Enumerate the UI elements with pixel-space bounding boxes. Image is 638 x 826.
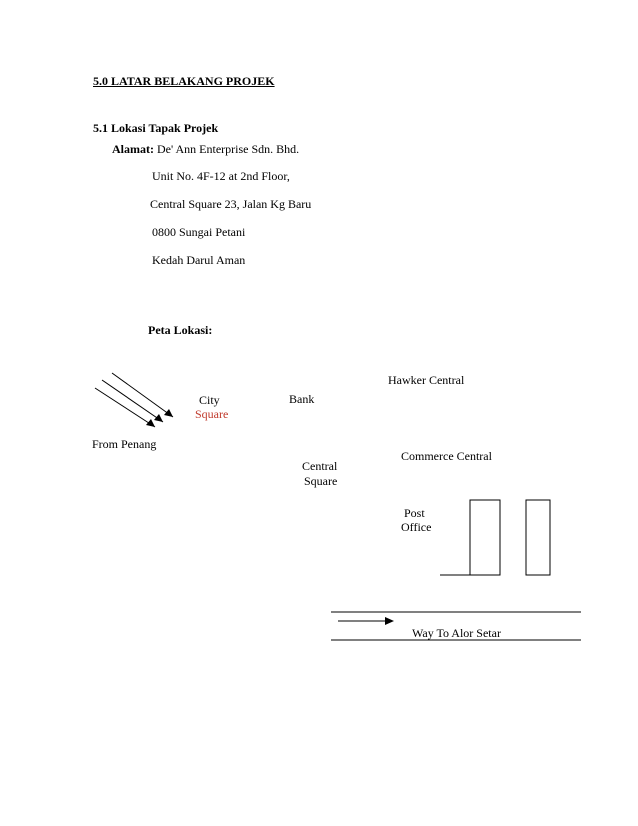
address-line-4: 0800 Sungai Petani: [152, 225, 246, 239]
road-arrowhead-1: [164, 409, 173, 417]
label-post: Post: [404, 506, 425, 520]
address-line-3: Central Square 23, Jalan Kg Baru: [150, 197, 312, 211]
road-line-3: [95, 388, 155, 427]
direction-arrowhead: [385, 617, 394, 625]
label-bank: Bank: [289, 392, 315, 406]
address-company: De' Ann Enterprise Sdn. Bhd.: [157, 142, 300, 156]
address-line-5: Kedah Darul Aman: [152, 253, 246, 267]
label-central-square: Square: [304, 474, 338, 488]
label-city-square: Square: [195, 407, 229, 421]
building-1: [470, 500, 500, 575]
label-way-to-alor-setar: Way To Alor Setar: [412, 626, 501, 640]
label-city: City: [199, 393, 220, 407]
address-line-2: Unit No. 4F-12 at 2nd Floor,: [152, 169, 290, 183]
label-hawker-central: Hawker Central: [388, 373, 465, 387]
label-from-penang: From Penang: [92, 437, 157, 451]
label-central: Central: [302, 459, 338, 473]
building-2: [526, 500, 550, 575]
section-title: 5.1 Lokasi Tapak Projek: [93, 121, 219, 135]
road-line-2: [102, 380, 163, 422]
map-title: Peta Lokasi:: [148, 323, 213, 337]
road-arrowhead-3: [146, 419, 155, 427]
road-line-1: [112, 373, 173, 417]
road-arrowhead-2: [154, 414, 163, 422]
address-label: Alamat:: [112, 142, 154, 156]
page-heading: 5.0 LATAR BELAKANG PROJEK: [93, 74, 275, 88]
label-commerce-central: Commerce Central: [401, 449, 492, 463]
label-office: Office: [401, 520, 432, 534]
